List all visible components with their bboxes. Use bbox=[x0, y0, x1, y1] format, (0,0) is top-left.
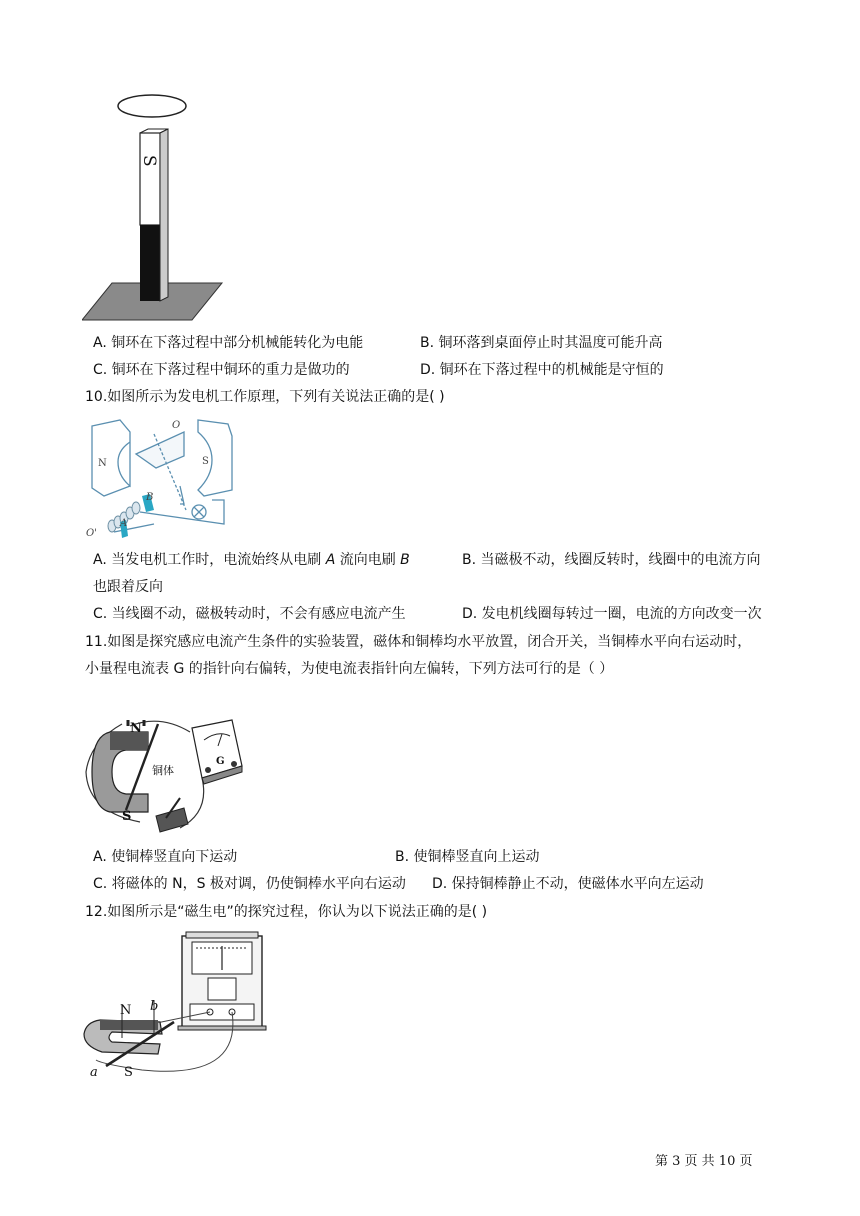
q9-option-a: A. 铜环在下落过程中部分机械能转化为电能 bbox=[93, 335, 364, 351]
q10-option-b: B. 当磁极不动，线圈反转时，线圈中的电流方向 bbox=[462, 552, 761, 568]
q10-option-d: D. 发电机线圈每转过一圈，电流的方向改变一次 bbox=[462, 606, 762, 622]
galvanometer-g bbox=[192, 720, 242, 784]
q9-option-d: D. 铜环在下落过程中的机械能是守恒的 bbox=[420, 362, 664, 378]
q11-option-d: D. 保持铜棒静止不动，使磁体水平向左运动 bbox=[432, 876, 704, 892]
svg-text:S: S bbox=[124, 1065, 133, 1080]
q12-stem: 12.如图所示是“磁生电”的探究过程，你认为以下说法正确的是( ) bbox=[85, 904, 488, 920]
q9-option-c: C. 铜环在下落过程中铜环的重力是做功的 bbox=[93, 362, 350, 378]
q10-option-a: A. 当发电机工作时，电流始终从电刷 A 流向电刷 B bbox=[93, 552, 410, 568]
svg-text:b: b bbox=[150, 999, 159, 1014]
copper-ring-magnet-figure bbox=[82, 85, 227, 325]
copper-ring bbox=[118, 95, 186, 117]
page-number: 第 3 页 共 10 页 bbox=[655, 1154, 753, 1169]
bar-magnet-bottom bbox=[140, 225, 160, 301]
generator-principle-figure bbox=[84, 414, 234, 542]
q11-option-c: C. 将磁体的 N，S 极对调，仍使铜棒水平向右运动 bbox=[93, 876, 406, 892]
svg-text:a: a bbox=[90, 1065, 98, 1080]
magnet-generates-electricity-figure bbox=[82, 930, 272, 1080]
svg-text:S: S bbox=[122, 809, 132, 824]
induction-experiment-figure bbox=[80, 712, 250, 840]
svg-text:A: A bbox=[120, 518, 128, 529]
svg-text:N: N bbox=[98, 458, 107, 469]
q11-option-b: B. 使铜棒竖直向上运动 bbox=[395, 849, 540, 865]
svg-text:B: B bbox=[146, 492, 154, 503]
q11-option-a: A. 使铜棒竖直向下运动 bbox=[93, 849, 238, 865]
svg-text:N: N bbox=[120, 1003, 132, 1018]
switch bbox=[156, 798, 188, 832]
q11-stem-line2: 小量程电流表 G 的指针向右偏转，为使电流表指针向左偏转，下列方法可行的是（ ） bbox=[85, 661, 614, 677]
svg-text:铜体: 铜体 bbox=[152, 764, 174, 777]
svg-text:O: O bbox=[172, 420, 181, 431]
q10-option-c: C. 当线圈不动，磁极转动时，不会有感应电流产生 bbox=[93, 606, 406, 622]
q9-option-b: B. 铜环落到桌面停止时其温度可能升高 bbox=[420, 335, 663, 351]
q10-stem: 10.如图所示为发电机工作原理，下列有关说法正确的是( ) bbox=[85, 389, 445, 405]
galvanometer bbox=[178, 932, 266, 1030]
bar-magnet-top bbox=[140, 133, 160, 225]
svg-text:S: S bbox=[202, 456, 209, 467]
q11-stem-line1: 11.如图是探究感应电流产生条件的实验装置，磁体和铜棒均水平放置，闭合开关，当铜棒水平向右运动时， bbox=[85, 634, 752, 650]
svg-text:N: N bbox=[130, 721, 142, 736]
svg-text:O': O' bbox=[86, 528, 97, 539]
svg-text:G: G bbox=[216, 756, 225, 767]
q10-option-b-cont: 也跟着反向 bbox=[93, 579, 163, 595]
magnet-pole-label: S bbox=[139, 155, 159, 167]
